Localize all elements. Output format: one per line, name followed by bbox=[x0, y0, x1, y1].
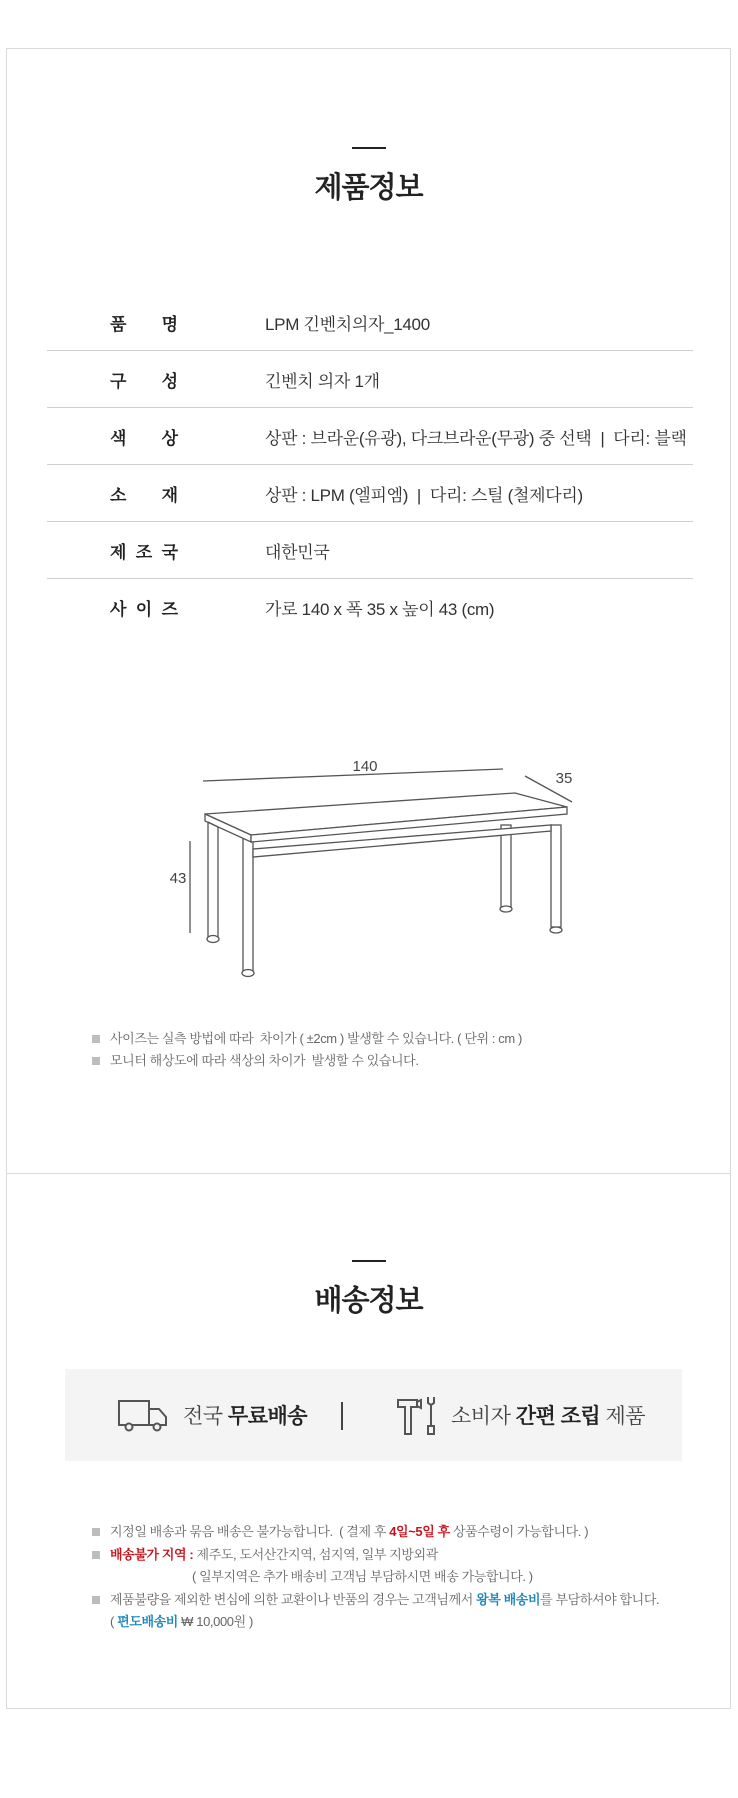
note-item: 배송불가 지역 : 제주도, 도서산간지역, 섬지역, 일부 지방외곽 ( 일부지역은 추가 배송비 고객님 부담하시면 배송 가능합니다. ) bbox=[92, 1544, 659, 1588]
spec-label: 제 조 국 bbox=[110, 542, 178, 562]
spec-label: 소 재 bbox=[110, 485, 178, 505]
square-bullet-icon bbox=[92, 1551, 100, 1559]
shipping-info-panel bbox=[6, 1173, 731, 1709]
spec-label: 색 상 bbox=[110, 428, 178, 448]
square-bullet-icon bbox=[92, 1035, 100, 1043]
height-label: 43 bbox=[169, 870, 187, 887]
spec-value: 긴벤치 의자 1개 bbox=[265, 351, 693, 408]
square-bullet-icon bbox=[92, 1596, 100, 1604]
note-item: 지정일 배송과 묶음 배송은 불가능합니다. ( 결제 후 4일~5일 후 상품수령이 가능합니다. ) bbox=[92, 1521, 659, 1543]
spec-row-material bbox=[47, 465, 693, 522]
note-item: 사이즈는 실측 방법에 따라 차이가 ( ±2cm ) 발생할 수 있습니다. ( 단위 : cm ) bbox=[92, 1028, 522, 1050]
spec-row-name bbox=[47, 294, 693, 351]
spec-row-color bbox=[47, 408, 693, 465]
note-item: 모니터 해상도에 따라 색상의 차이가 발생할 수 있습니다. bbox=[92, 1050, 522, 1072]
width-label: 140 bbox=[352, 758, 378, 775]
square-bullet-icon bbox=[92, 1057, 100, 1065]
spec-value: 상판 : 브라운(유광), 다크브라운(무광) 중 선택 | 다리: 블랙 bbox=[265, 408, 693, 465]
bench-dimension-diagram bbox=[7, 689, 730, 989]
spec-value: 상판 : LPM (엘피엠) | 다리: 스틸 (철제다리) bbox=[265, 465, 693, 522]
note-item: 제품불량을 제외한 변심에 의한 교환이나 반품의 경우는 고객님께서 왕복 배송비를 부담하셔야 합니다. ( 편도배송비 ₩ 10,000원 ) bbox=[92, 1589, 659, 1633]
spec-value: 가로 140 x 폭 35 x 높이 43 (cm) bbox=[265, 599, 495, 619]
feature-divider bbox=[341, 1402, 343, 1430]
spec-row-composition bbox=[47, 351, 693, 408]
spec-value: LPM 긴벤치의자_1400 bbox=[265, 294, 693, 351]
size-notes bbox=[92, 1028, 522, 1072]
spec-label: 구 성 bbox=[110, 371, 178, 391]
spec-row-origin bbox=[47, 522, 693, 579]
depth-label: 35 bbox=[555, 770, 573, 787]
spec-label: 사 이 즈 bbox=[110, 599, 178, 619]
spec-row-size bbox=[47, 579, 693, 636]
spec-table bbox=[47, 294, 693, 635]
free-shipping-feature: 전국 무료배송 bbox=[117, 1369, 307, 1461]
easy-assembly-feature: 소비자 간편 조립 제품 bbox=[395, 1369, 645, 1461]
hammer-wrench-icon bbox=[395, 1394, 439, 1436]
title-accent-line bbox=[352, 147, 386, 149]
shipping-info-title: 배송정보 bbox=[314, 1285, 423, 1317]
shipping-features-box bbox=[65, 1369, 682, 1461]
spec-label: 품 명 bbox=[110, 314, 178, 334]
square-bullet-icon bbox=[92, 1528, 100, 1536]
spec-value: 대한민국 bbox=[265, 522, 693, 579]
title-accent-line bbox=[352, 1260, 386, 1262]
product-info-panel bbox=[6, 48, 731, 1174]
product-info-title: 제품정보 bbox=[314, 172, 423, 204]
shipping-notes bbox=[92, 1521, 659, 1633]
delivery-truck-icon bbox=[117, 1397, 169, 1433]
